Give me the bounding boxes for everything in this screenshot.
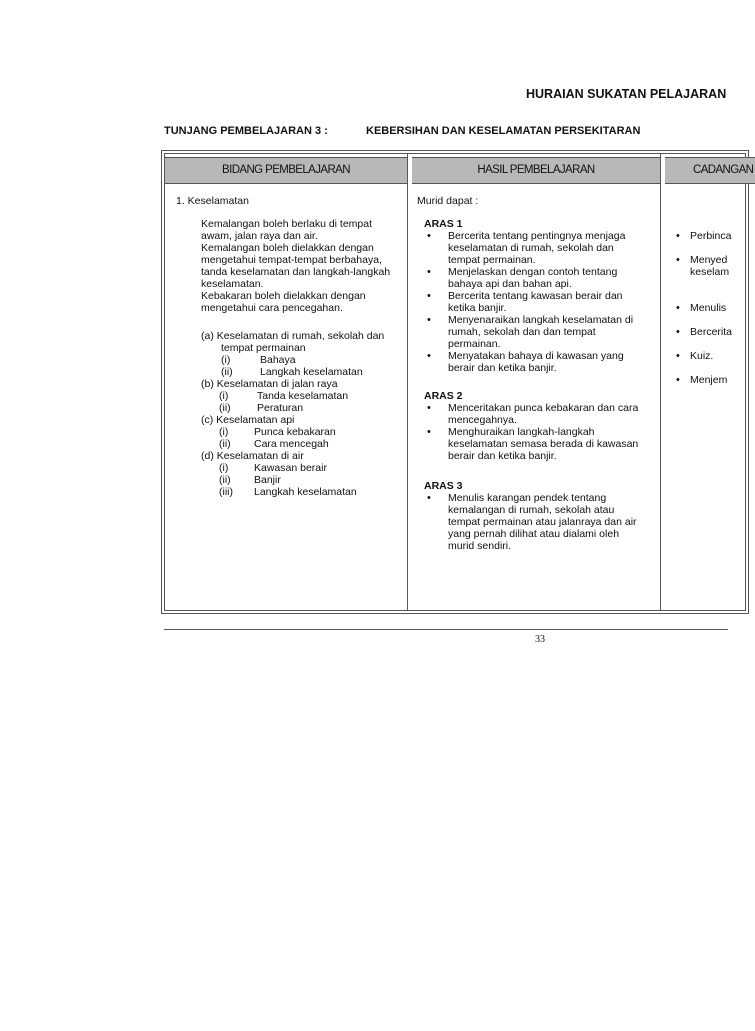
tunjang-label: TUNJANG PEMBELAJARAN 3 : — [164, 125, 328, 137]
footer-divider — [164, 629, 728, 630]
item-numeral: (ii) — [221, 366, 233, 378]
item-text: Peraturan — [257, 402, 304, 414]
outcome-line: permainan. — [448, 338, 501, 350]
item-numeral: (i) — [219, 426, 229, 438]
subtopic-b: (b) Keselamatan di jalan raya — [201, 378, 338, 390]
outcome-line: Menceritakan punca kebakaran dan cara — [448, 402, 639, 414]
subtopic-c: (c) Keselamatan api — [201, 414, 295, 426]
column-bidang-pembelajaran — [165, 154, 408, 610]
outcome-line: yang pernah dilihat atau dialami oleh — [448, 528, 620, 540]
outcome-line: Menyenaraikan langkah keselamatan di — [448, 314, 634, 326]
page-number: 33 — [535, 634, 545, 645]
outcome-line: Bercerita tentang pentingnya menjaga — [448, 230, 626, 242]
item-text: Langkah keselamatan — [260, 366, 363, 378]
bullet-icon: • — [427, 492, 431, 504]
suggestion-line: Menyed — [690, 254, 728, 266]
bullet-icon: • — [676, 374, 680, 386]
bullet-icon: • — [427, 426, 431, 438]
outcome-line: rumah, sekolah dan dan tempat — [448, 326, 596, 338]
item-numeral: (ii) — [219, 438, 231, 450]
intro-line: awam, jalan raya dan air. — [201, 230, 318, 242]
bullet-icon: • — [676, 350, 680, 362]
outcome-line: Bercerita tentang kawasan berair dan — [448, 290, 623, 302]
outcome-line: berair dan ketika banjir. — [448, 450, 557, 462]
column-cadangan — [665, 154, 755, 610]
item-numeral: (i) — [221, 354, 231, 366]
outcome-line: tempat permainan. — [448, 254, 536, 266]
item-text: Banjir — [254, 474, 281, 486]
bullet-icon: • — [676, 230, 680, 242]
item-text: Langkah keselamatan — [254, 486, 357, 498]
bullet-icon: • — [676, 254, 680, 266]
intro-line: mengetahui tempat-tempat berbahaya, — [201, 254, 382, 266]
outcome-line: Menghuraikan langkah-langkah — [448, 426, 595, 438]
bullet-icon: • — [676, 326, 680, 338]
outcome-line: bahaya api dan bahan api. — [448, 278, 572, 290]
item-text: Tanda keselamatan — [257, 390, 349, 402]
item-numeral: (iii) — [219, 486, 233, 498]
outcome-line: Menulis karangan pendek tentang — [448, 492, 607, 504]
tunjang-value: KEBERSIHAN DAN KESELAMATAN PERSEKITARAN — [366, 125, 641, 137]
curriculum-table — [164, 153, 754, 611]
outcome-line: keselamatan di rumah, sekolah dan — [448, 242, 614, 254]
intro-line: Kebakaran boleh dielakkan dengan — [201, 290, 366, 302]
suggestion-line: Menulis — [690, 302, 727, 314]
suggestion-line: Perbinca — [690, 230, 732, 242]
intro-line: mengetahui cara pencegahan. — [201, 302, 343, 314]
intro-line: Kemalangan boleh berlaku di tempat — [201, 218, 373, 230]
subtopic-d: (d) Keselamatan di air — [201, 450, 304, 462]
suggestion-line: Kuiz. — [690, 350, 714, 362]
column-header-hasil: HASIL PEMBELAJARAN — [412, 157, 660, 184]
outcome-line: Menjelaskan dengan contoh tentang — [448, 266, 618, 278]
outcome-line: keselamatan semasa berada di kawasan — [448, 438, 639, 450]
column-header-cadangan: CADANGAN — [665, 157, 755, 184]
item-numeral: (ii) — [219, 402, 231, 414]
intro-line: keselamatan. — [201, 278, 264, 290]
bullet-icon: • — [427, 350, 431, 362]
bullet-icon: • — [427, 266, 431, 278]
suggestion-line: Menjem — [690, 374, 728, 386]
intro-text: Murid dapat : — [417, 195, 479, 207]
column-hasil-pembelajaran — [412, 154, 661, 610]
item-numeral: (i) — [219, 390, 229, 402]
column-header-bidang: BIDANG PEMBELAJARAN — [165, 157, 407, 184]
item-numeral: (i) — [219, 462, 229, 474]
item-numeral: (ii) — [219, 474, 231, 486]
subtopic-a-cont: tempat permainan — [221, 342, 306, 354]
bullet-icon: • — [427, 290, 431, 302]
topic-heading: 1. Keselamatan — [176, 195, 249, 207]
aras-2-heading: ARAS 2 — [424, 390, 463, 402]
outcome-line: mencegahnya. — [448, 414, 517, 426]
bullet-icon: • — [427, 402, 431, 414]
item-text: Punca kebakaran — [254, 426, 336, 438]
outcome-line: kemalangan di rumah, sekolah atau — [448, 504, 615, 516]
aras-1-heading: ARAS 1 — [424, 218, 463, 230]
outcome-line: tempat permainan atau jalanraya dan air — [448, 516, 637, 528]
aras-3-heading: ARAS 3 — [424, 480, 463, 492]
outcome-line: ketika banjir. — [448, 302, 507, 314]
intro-line: Kemalangan boleh dielakkan dengan — [201, 242, 374, 254]
suggestion-line: keselam — [690, 266, 730, 278]
bullet-icon: • — [427, 230, 431, 242]
item-text: Kawasan berair — [254, 462, 327, 474]
subtopic-a: (a) Keselamatan di rumah, sekolah dan — [201, 330, 385, 342]
item-text: Cara mencegah — [254, 438, 329, 450]
outcome-line: murid sendiri. — [448, 540, 512, 552]
bullet-icon: • — [676, 302, 680, 314]
document-header-title: HURAIAN SUKATAN PELAJARAN — [526, 87, 727, 101]
outcome-line: Menyatakan bahaya di kawasan yang — [448, 350, 624, 362]
item-text: Bahaya — [260, 354, 296, 366]
outcome-line: berair dan ketika banjir. — [448, 362, 557, 374]
suggestion-line: Bercerita — [690, 326, 733, 338]
bullet-icon: • — [427, 314, 431, 326]
intro-line: tanda keselamatan dan langkah-langkah — [201, 266, 391, 278]
